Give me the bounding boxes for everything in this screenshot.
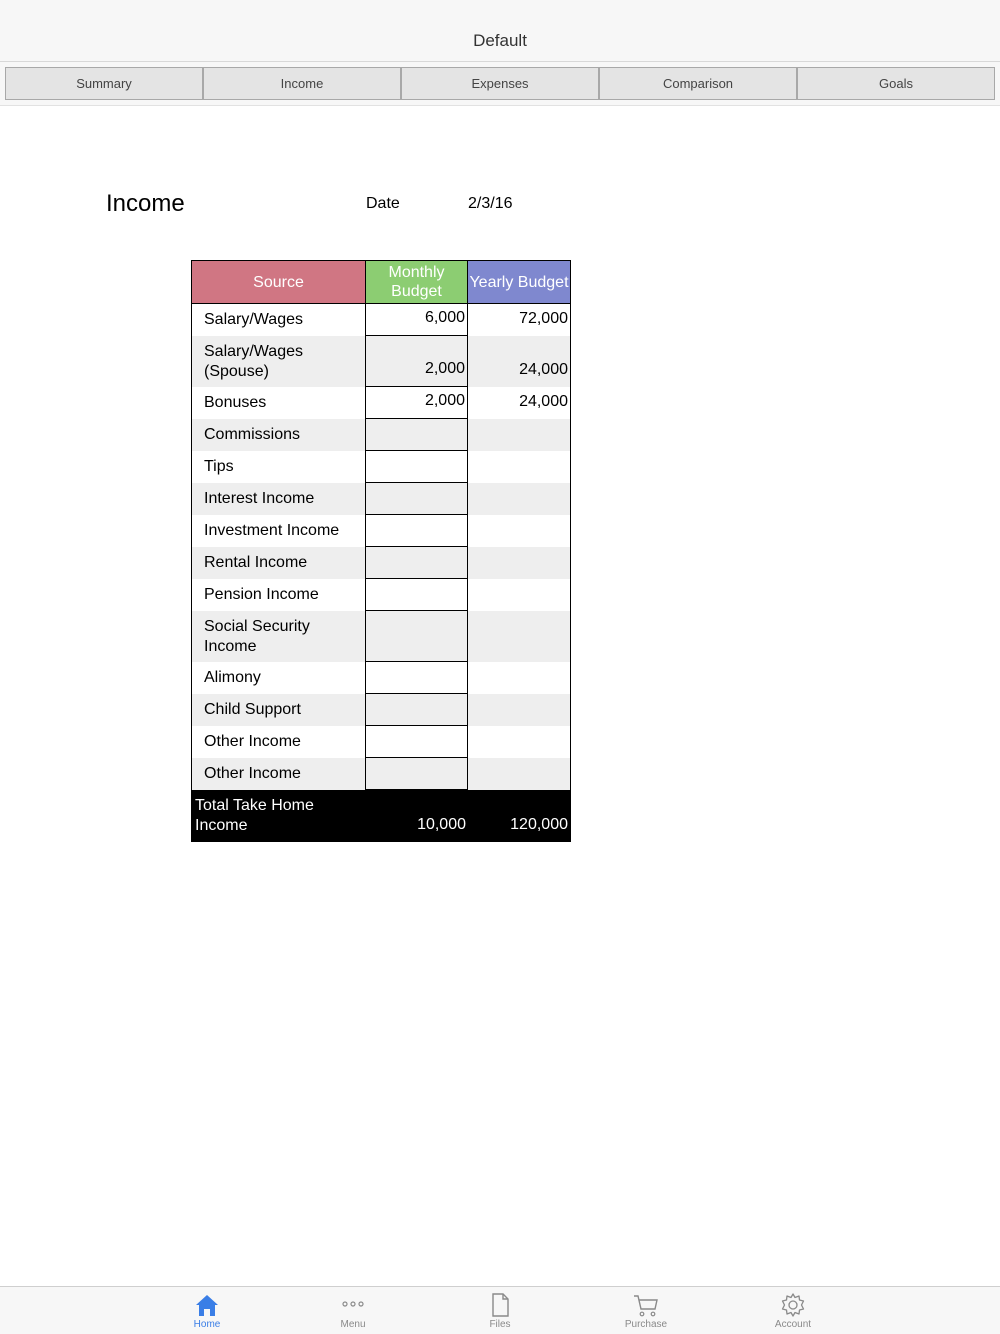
source-cell: Investment Income xyxy=(192,515,365,547)
monthly-input-cell[interactable] xyxy=(365,419,468,451)
monthly-input-cell[interactable] xyxy=(365,726,468,758)
tab-expenses[interactable]: Expenses xyxy=(401,67,599,100)
tab-bar-label: Files xyxy=(489,1319,511,1330)
source-column-header: Source xyxy=(192,261,365,303)
yearly-cell xyxy=(468,694,570,726)
tab-bar-account[interactable] xyxy=(748,1291,838,1333)
tab-bar-purchase[interactable] xyxy=(601,1291,691,1333)
tab-summary[interactable]: Summary xyxy=(5,67,203,100)
document-icon xyxy=(486,1291,514,1319)
source-cell: Other Income xyxy=(192,758,365,790)
document-title: Default xyxy=(473,31,527,50)
yearly-cell xyxy=(468,547,570,579)
yearly-cell xyxy=(468,451,570,483)
monthly-input-cell[interactable] xyxy=(365,515,468,547)
source-cell: Commissions xyxy=(192,419,365,451)
tab-bar-menu[interactable] xyxy=(308,1291,398,1333)
source-cell: Child Support xyxy=(192,694,365,726)
table-row xyxy=(192,336,570,387)
tab-bar-label: Menu xyxy=(340,1319,366,1330)
yearly-cell xyxy=(468,662,570,694)
tab-income[interactable]: Income xyxy=(203,67,401,100)
yearly-cell xyxy=(468,419,570,451)
bottom-tab-bar xyxy=(0,1286,1000,1334)
source-cell: Salary/Wages (Spouse) xyxy=(192,336,365,387)
monthly-input-cell[interactable] xyxy=(365,579,468,611)
yearly-cell xyxy=(468,611,570,662)
tab-bar-label: Account xyxy=(774,1319,812,1330)
date-value[interactable]: 2/3/16 xyxy=(468,195,513,212)
sheet-tabs xyxy=(0,62,1000,106)
total-monthly-value: 10,000 xyxy=(365,790,468,842)
yearly-cell xyxy=(468,483,570,515)
yearly-column-header: Yearly Budget xyxy=(468,261,570,303)
yearly-cell xyxy=(468,758,570,790)
gear-icon xyxy=(779,1291,807,1319)
table-row xyxy=(192,387,570,419)
table-row xyxy=(192,483,570,515)
home-icon xyxy=(193,1291,221,1319)
date-label: Date xyxy=(366,195,400,212)
tab-goals[interactable]: Goals xyxy=(797,67,995,100)
monthly-input-cell[interactable] xyxy=(365,662,468,694)
source-cell: Bonuses xyxy=(192,387,365,419)
source-cell: Social Security Income xyxy=(192,611,365,662)
monthly-input-cell[interactable] xyxy=(365,483,468,515)
source-cell: Interest Income xyxy=(192,483,365,515)
source-cell: Salary/Wages xyxy=(192,304,365,336)
yearly-cell: 72,000 xyxy=(468,304,570,336)
monthly-input-cell[interactable] xyxy=(365,694,468,726)
table-row xyxy=(192,547,570,579)
more-dots-icon xyxy=(339,1291,367,1319)
monthly-input-cell[interactable] xyxy=(365,451,468,483)
source-cell: Tips xyxy=(192,451,365,483)
navigation-bar xyxy=(0,0,1000,62)
monthly-input-cell[interactable] xyxy=(365,758,468,790)
monthly-input-cell[interactable] xyxy=(365,547,468,579)
source-cell: Other Income xyxy=(192,726,365,758)
table-row xyxy=(192,419,570,451)
table-row xyxy=(192,694,570,726)
table-row xyxy=(192,515,570,547)
monthly-input-cell[interactable]: 6,000 xyxy=(365,304,468,336)
table-row xyxy=(192,304,570,336)
table-row xyxy=(192,611,570,662)
table-row xyxy=(192,451,570,483)
monthly-input-cell[interactable]: 2,000 xyxy=(365,336,468,387)
table-row xyxy=(192,726,570,758)
monthly-input-cell[interactable]: 2,000 xyxy=(365,387,468,419)
page-title: Income xyxy=(106,190,185,217)
table-row xyxy=(192,579,570,611)
monthly-column-header: Monthly Budget xyxy=(365,261,468,303)
cart-icon xyxy=(632,1291,660,1319)
monthly-input-cell[interactable] xyxy=(365,611,468,662)
tab-bar-files[interactable] xyxy=(455,1291,545,1333)
yearly-cell: 24,000 xyxy=(468,387,570,419)
total-label: Total Take Home Income xyxy=(192,790,365,842)
yearly-cell: 24,000 xyxy=(468,336,570,387)
source-cell: Alimony xyxy=(192,662,365,694)
yearly-cell xyxy=(468,726,570,758)
source-cell: Rental Income xyxy=(192,547,365,579)
yearly-cell xyxy=(468,579,570,611)
table-header-row xyxy=(192,261,570,304)
table-row xyxy=(192,758,570,790)
source-cell: Pension Income xyxy=(192,579,365,611)
tab-bar-home[interactable] xyxy=(162,1291,252,1333)
tab-bar-label: Home xyxy=(193,1319,221,1330)
table-row xyxy=(192,662,570,694)
income-table xyxy=(191,260,571,842)
yearly-cell xyxy=(468,515,570,547)
tab-bar-label: Purchase xyxy=(624,1319,668,1330)
total-row xyxy=(192,790,570,842)
total-yearly-value: 120,000 xyxy=(468,790,570,842)
tab-comparison[interactable]: Comparison xyxy=(599,67,797,100)
